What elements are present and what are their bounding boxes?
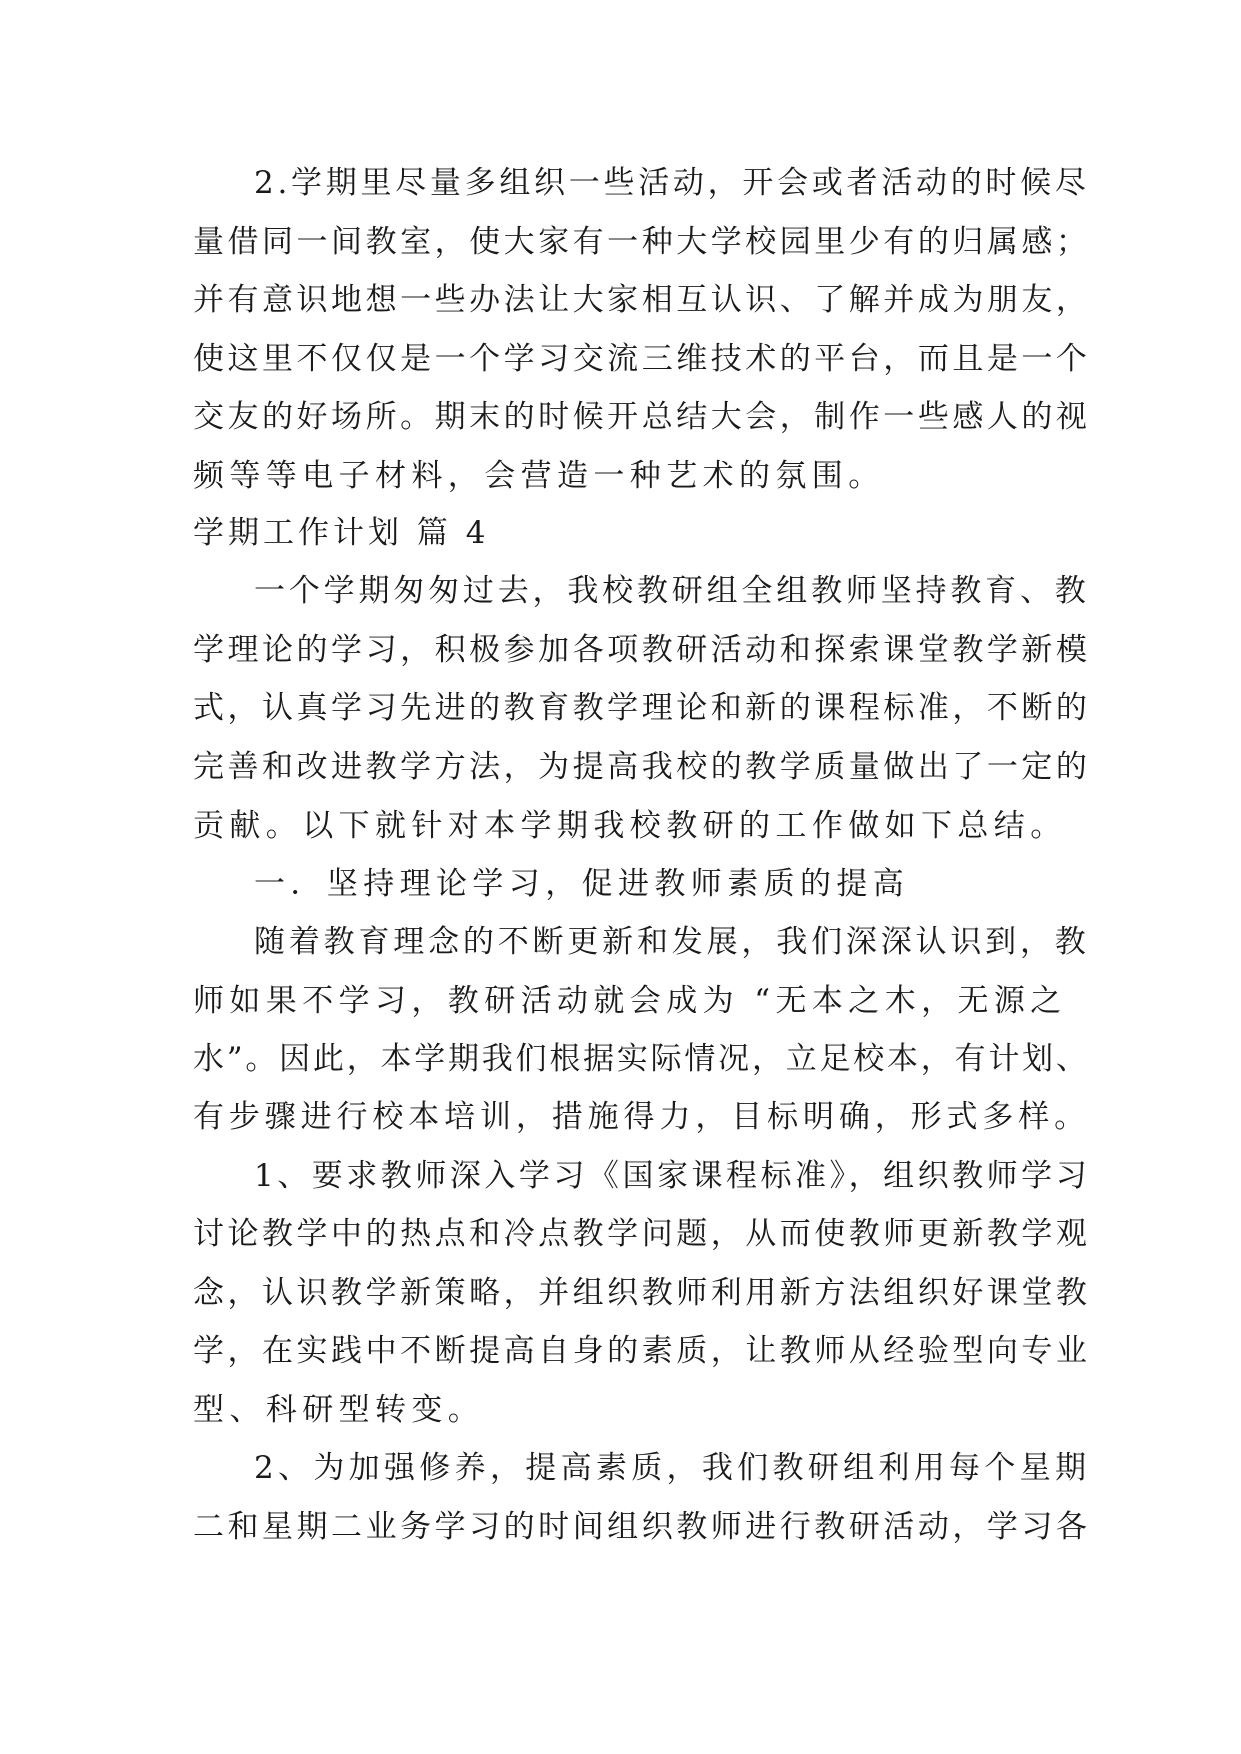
paragraph-line: 频等等电子材料，会营造一种艺术的氛围。 — [193, 458, 885, 494]
paragraph-line: 完善和改进教学方法，为提高我校的教学质量做出了一定的 — [193, 749, 1091, 785]
paragraph-line: 型、科研型转变。 — [193, 1392, 485, 1428]
paragraph-line: 交友的好场所。期末的时候开总结大会，制作一些感人的视 — [193, 399, 1091, 435]
paragraph-line: 使这里不仅仅是一个学习交流三维技术的平台，而且是一个 — [193, 341, 1091, 377]
paragraph-line: 一个学期匆匆过去，我校教研组全组教师坚持教育、教 — [254, 573, 1090, 609]
paragraph-line: 贡献。以下就针对本学期我校教研的工作做如下总结。 — [193, 808, 1067, 844]
paragraph-line: 2.学期里尽量多组织一些活动，开会或者活动的时候尽 — [254, 165, 1090, 201]
paragraph-line: 学，在实践中不断提高自身的素质，让教师从经验型向专业 — [193, 1333, 1091, 1369]
paragraph-line: 二和星期二业务学习的时间组织教师进行教研活动，学习各 — [193, 1509, 1091, 1545]
section-heading: 学期工作计划 篇 4 — [193, 515, 490, 551]
paragraph-line: 式，认真学习先进的教育教学理论和新的课程标准，不断的 — [193, 690, 1091, 726]
paragraph-line: 师如果不学习，教研活动就会成为 “无本之木，无源之 — [193, 983, 1067, 1019]
paragraph-line: 水”。因此，本学期我们根据实际情况，立足校本，有计划、 — [193, 1041, 1090, 1077]
paragraph-line: 1、要求教师深入学习《国家课程标准》，组织教师学习 — [254, 1158, 1091, 1194]
paragraph-line: 随着教育理念的不断更新和发展，我们深深认识到，教 — [254, 924, 1090, 960]
paragraph-line: 2、为加强修养，提高素质，我们教研组利用每个星期 — [254, 1450, 1091, 1486]
paragraph-line: 学理论的学习，积极参加各项教研活动和探索课堂教学新模 — [193, 632, 1091, 668]
paragraph-line: 并有意识地想一些办法让大家相互认识、了解并成为朋友， — [193, 282, 1091, 318]
paragraph-line: 讨论教学中的热点和冷点教学问题，从而使教师更新教学观 — [193, 1216, 1091, 1252]
paragraph-line: 念，认识教学新策略，并组织教师利用新方法组织好课堂教 — [193, 1275, 1091, 1311]
paragraph-line: 量借同一间教室，使大家有一种大学校园里少有的归属感； — [193, 224, 1091, 260]
paragraph-line: 有步骤进行校本培训，措施得力，目标明确，形式多样。 — [193, 1099, 1090, 1135]
subsection-heading: 一．坚持理论学习，促进教师素质的提高 — [254, 866, 910, 902]
